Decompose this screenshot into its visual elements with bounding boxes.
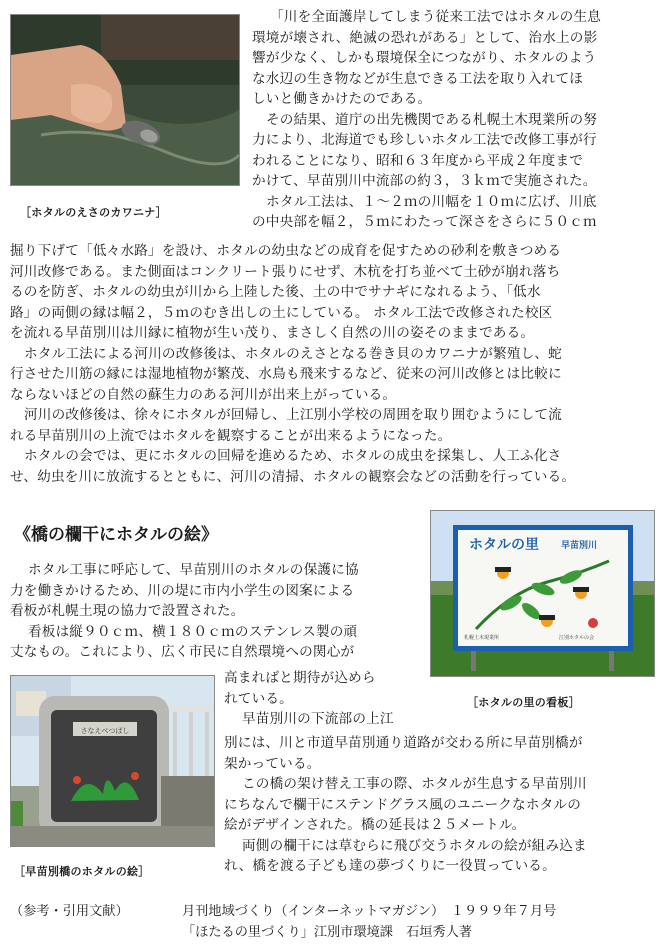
text-line: 絵がデザインされた。橋の延長は２５メートル。 (224, 817, 526, 833)
text-line: 響が少なく、しかも環境保全につながり、ホタルのよう (252, 50, 597, 66)
text-line: 力により、北海道でも珍しいホタル工法で改修工事が行 (252, 132, 597, 148)
bridge-plate: さなえべつばし (80, 727, 130, 735)
section2-heading: 《橋の欄干にホタルの絵》 (14, 525, 218, 545)
text-line: 看板が札幌土現の協力で設置された。 (10, 603, 245, 619)
reference-1: 月刊地域づくり（インターネットマガジン） １９９９年７月号 (182, 904, 557, 919)
photo-caption-sign: ［ホタルの里の看板］ (467, 696, 580, 709)
text-line: にちなんで欄干にステンドグラス風のユニークなホタルの (224, 796, 582, 813)
text-line: かけて、早苗別川中流部の約３，３ｋｍで実施された。 (252, 173, 597, 189)
text-line: われることになり、昭和６３年度から平成２年度まで (252, 152, 584, 169)
text-line: 河川の改修後は、徐々にホタルが回帰し、上江別小学校の周囲を取り囲むようにして流 (24, 407, 562, 423)
text-line: 早苗別川の下流部の上江 (242, 711, 394, 727)
text-line: ならないほどの自然の蘇生力のある河川が出来上がっている。 (10, 386, 397, 403)
reference-2: 「ほたるの里づくり」江別市環境課 石垣秀人著 (182, 925, 473, 940)
references-label: （参考・引用文献） (10, 904, 129, 919)
text-line: 環境が壊され、絶滅の恐れがある」として、治水上の影 (252, 29, 598, 46)
photo-bridge-hotaru (10, 675, 215, 847)
text-line: この橋の架け替え工事の際、ホタルが生息する早苗別川 (242, 776, 587, 792)
photo-caption-bridge: ［早苗別橋のホタルの絵］ (14, 865, 150, 878)
text-line: 力を働きかけるため、川の堤に市内小学生の図案による (10, 582, 355, 599)
text-line: せ、幼虫を川に放流するとともに、河川の清掃、ホタルの観察会などの活動を行っている。 (10, 468, 576, 485)
section2-mid-text (224, 668, 424, 730)
text-line: 河川改修である。また側面はコンクリート張りにせず、木杭を打ち並べて土砂が崩れ落ち (10, 263, 561, 280)
sign-title: ホタルの里 (469, 537, 539, 553)
sign-subtitle: 早苗別川 (561, 541, 598, 551)
text-line: 看板は縦９０ｃｍ、横１８０ｃｍのステンレス製の頑 (28, 623, 358, 640)
text-line: ホタルの会では、更にホタルの回帰を進めるため、ホタルの成虫を採集し、人工ふ化さ (24, 448, 562, 464)
text-line: れ、橋を渡る子ども達の夢づくりに一役買っている。 (224, 858, 556, 874)
text-line: 架かっている。 (224, 755, 321, 772)
sign-credit-left: 札幌土木現業所 (464, 635, 500, 641)
photo-hotaru-sign (430, 510, 655, 677)
text-line: 丈なもの。これにより、広く市民に自然環境への関心が (10, 644, 355, 660)
text-line: な水辺の生き物などが生息できる工法を取り入れてほ (252, 70, 584, 87)
text-line: を流れる早苗別川は川縁に植物が生い茂り、まさしく自然の川の姿そのままである。 (10, 325, 535, 341)
section1-right-column (252, 7, 658, 233)
text-line: その結果、道庁の出先機関である札幌土木現業所の努 (266, 111, 598, 128)
photo-kawanina-snail (10, 14, 240, 186)
sign-credit-right: 江別ホタルの会 (559, 635, 595, 641)
text-line: 掘り下げて「低々水路」を設け、ホタルの幼虫などの成育を促すための砂利を敷きつめる (10, 243, 562, 259)
text-line: れている。 (224, 690, 293, 707)
section2-lower-text (224, 733, 660, 877)
text-line: 「川を全面護岸してしまう従来工法ではホタルの生息 (270, 9, 602, 25)
section1-full-width (10, 241, 660, 487)
text-line: ホタル工法による河川の改修後は、ホタルのえさとなる巻き貝のカワニナが繁殖し、蛇 (24, 345, 562, 362)
text-line: 両側の欄干には草むらに飛び交うホタルの絵が組み込ま (242, 837, 587, 854)
text-line: の中央部を幅２，５ｍにわたって深さをさらに５０ｃｍ (252, 214, 597, 230)
text-line: れる早苗別川の上流ではホタルを観察することが出来るようになった。 (10, 427, 452, 444)
section2-upper-text (10, 560, 420, 663)
photo-caption-kawanina: ［ホタルのえさのカワニナ］ (20, 206, 167, 219)
text-line: 別には、川と市道早苗別通り道路が交わる所に早苗別橋が (224, 735, 583, 751)
text-line: 路」の両側の縁は幅２，５ｍのむき出しの土にしている。 ホタル工法で改修された校区 (10, 304, 553, 321)
text-line: ホタル工事に呼応して、早苗別川のホタルの保護に協 (28, 562, 359, 578)
text-line: しいと働きかけたのである。 (252, 91, 432, 107)
text-line: 高まればと期待が込めら (224, 670, 376, 686)
text-line: 行させた川筋の縁には湿地植物が繁茂、水鳥も飛来するなど、従来の河川改修とは比較に (10, 366, 562, 382)
text-line: ホタル工法は、１～２ｍの川幅を１０ｍに広げ、川底 (266, 193, 597, 210)
text-line: るのを防ぎ、ホタルの幼虫が川から上陸した後、土の中でサナギになれるよう、「低水 (10, 284, 541, 300)
